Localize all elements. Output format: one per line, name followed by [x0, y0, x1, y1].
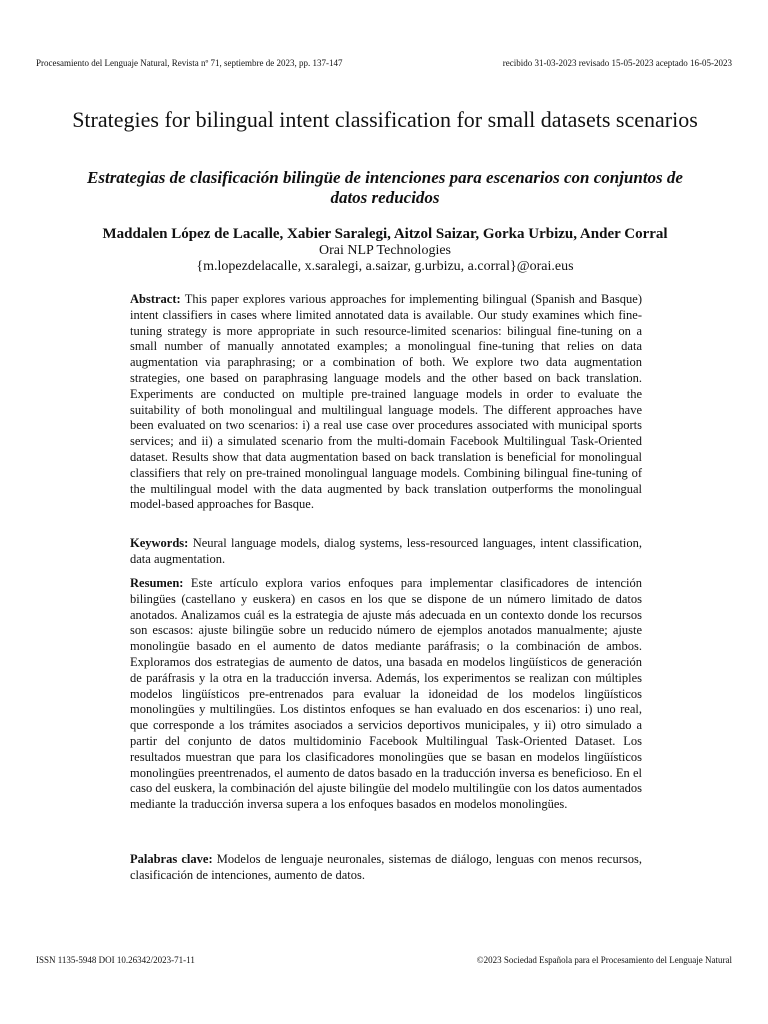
abstract [130, 292, 642, 513]
copyright-footer: ©2023 Sociedad Española para el Procesamiento del Lenguaje Natural [476, 955, 732, 965]
keywords-label: Keywords: [130, 536, 193, 550]
resumen-text: Este artículo explora varios enfoques para implementar clasificadores de intención bilingües (castellano y euskera) en casos en los que se dispone de un número limitado de datos anotados. Analizamos cuál es la estrategia de ajuste más adecuada en un contexto donde los recursos son escasos: ajuste bilingüe sobre un reducido número de ejemplos anotados manualmente; ajuste monolingüe basado en el aumento de datos mediante paráfrasis; o la combinación de ambos. Exploramos dos estrategias de aumento de datos, una basada en modelos lingüísticos de generación de paráfrasis y la otra en la traducción inversa. Además, los experimentos se realizan con múltiples modelos lingüísticos pre-entrenados para evaluar la idoneidad de los modelos lingüísticos monolingües y multilingües. Los distintos enfoques se han evaluado en dos escenarios: i) uno real, que corresponde a los trámites asociados a servicios deportivos municipales, y ii) otro simulado a partir del conjunto de datos multidominio Facebook Multilingual Task-Oriented Dataset. Los resultados muestran que para los clasificadores monolingües que se basan en modelos lingüísticos monolingües preentrenados, el aumento de datos basado en la traducción inversa es beneficioso. En el caso del euskera, la combinación del ajuste bilingüe del modelo multilingüe con los datos aumentados mediante la traducción inversa supera a los enfoques basados en modelos monolingües. [130, 576, 643, 812]
palabras-label: Palabras clave: [130, 852, 217, 866]
keywords [130, 536, 642, 568]
palabras-clave [130, 852, 642, 884]
authors: Maddalen López de Lacalle, Xabier Saralegi, Aitzol Saizar, Gorka Urbizu, Ander Corral [102, 226, 668, 242]
palabras-text: Modelos de lenguaje neuronales, sistemas de diálogo, lenguas con menos recursos, clasificación de intenciones, aumento de datos. [130, 852, 642, 882]
abstract-label: Abstract: [130, 292, 185, 306]
resumen-label: Resumen: [130, 576, 191, 590]
resumen [130, 576, 642, 813]
emails: {m.lopezdelacalle, x.saralegi, a.saizar, g.urbizu, a.corral}@orai.eus [196, 259, 574, 274]
issn-footer: ISSN 1135-5948 DOI 10.26342/2023-71-11 [36, 955, 195, 965]
journal-header: Procesamiento del Lenguaje Natural, Revista nº 71, septiembre de 2023, pp. 137-147 [36, 58, 343, 68]
paper-title: Strategies for bilingual intent classification for small datasets scenarios [72, 107, 698, 132]
abstract-text: This paper explores various approaches for implementing bilingual (Spanish and Basque) intent classifiers in cases where limited annotated data is available. Our study examines which fine-tuning strategy is more appropriate in such resource-limited scenarios: bilingual fine-tuning on a small number of manually annotated examples; a monolingual fine-tuning that relies on data augmentation via paraphrasing; or a combination of both. We explore two data augmentation strategies, one based on paraphrasing language models and the other based on back translation. Experiments are conducted on multiple pre-trained language models in order to evaluate the suitability of both monolingual and multilingual language models. The different approaches have been evaluated on two scenarios: i) a real use case over procedures associated with municipal sports services; and ii) a simulated scenario from the multi-domain Facebook Multilingual Task-Oriented dataset. Results show that data augmentation based on back translation is beneficial for monolingual classifiers that rely on pre-trained monolingual language models. Combining bilingual fine-tuning of the multilingual model with the data augmented by back translation outperforms the monolingual model-based approaches for Basque. [130, 292, 642, 512]
keywords-text: Neural language models, dialog systems, less-resourced languages, intent classification, data augmentation. [130, 536, 642, 566]
paper-subtitle: Estrategias de clasificación bilingüe de intenciones para escenarios con conjuntos de datos reducidos [87, 168, 683, 207]
affiliation: Orai NLP Technologies [319, 243, 451, 258]
dates-header: recibido 31-03-2023 revisado 15-05-2023 aceptado 16-05-2023 [502, 58, 732, 68]
